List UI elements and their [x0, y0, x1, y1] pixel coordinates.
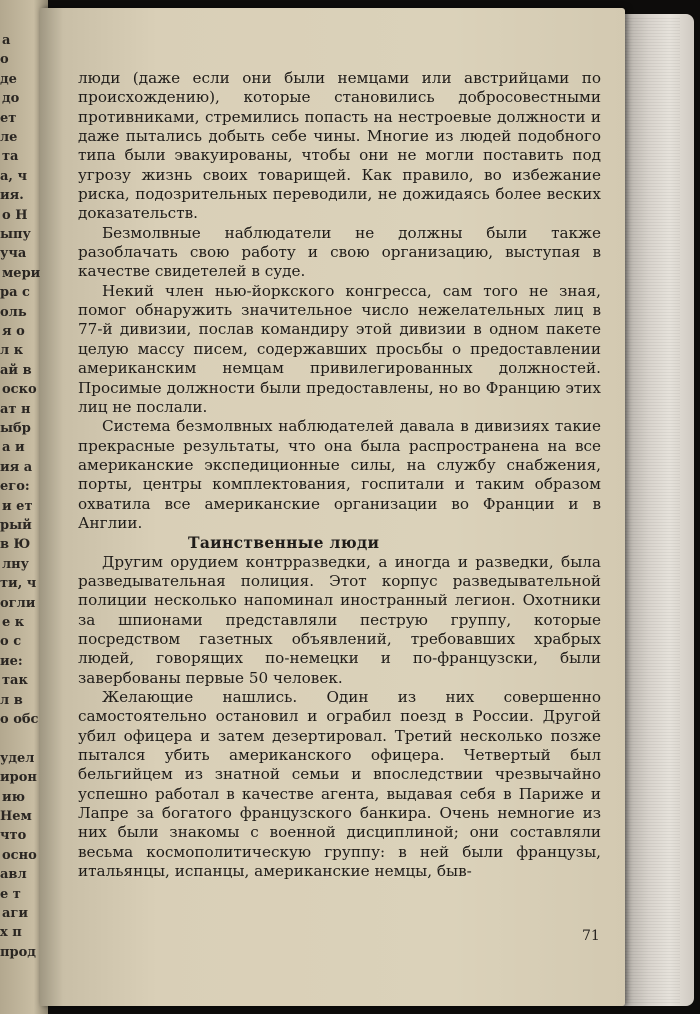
previous-page-fragment: ыпу — [0, 227, 31, 242]
previous-page-fragment: Нем — [0, 809, 32, 824]
previous-page-fragment: х п — [0, 925, 22, 941]
previous-page-fragment: оско — [2, 382, 37, 398]
previous-page-fragment: е т — [0, 886, 21, 902]
previous-page-fragment: ие: — [0, 653, 23, 669]
paragraph-4: Система безмолвных наблюдателей давала в дивизиях такие прекрасные результаты, что она была распространена на все американские экспедиционные силы, на службу снабжения, порты, центры комплектования, госпитали и таким образом охватила все американские организации во Франции и в Англии. — [78, 417, 601, 532]
previous-page-fragment: лну — [2, 556, 30, 572]
previous-page-fragment: а и — [2, 440, 25, 456]
previous-page-fragment: л к — [0, 343, 24, 359]
previous-page-fragment: о обс — [0, 712, 39, 727]
previous-page-fragment: л в — [0, 692, 23, 708]
book-page — [40, 8, 625, 1006]
previous-page-fragment: что — [0, 828, 27, 844]
previous-page-fragment: та — [2, 149, 19, 165]
previous-page-fragment: уча — [0, 246, 27, 262]
previous-page-fragment: авл — [0, 867, 27, 883]
page-number: 71 — [582, 928, 600, 944]
paragraph-1: люди (даже если они были немцами или австрийцами по происхождению), которые становились добросовестными противниками, стремились попасть на нестроевые должности и даже пытались добыть себе чины. Многие из людей подобного типа были эвакуированы, чтобы они не могли поставить под угрозу жизнь своих товарищей. Как правило, во избежание риска, подозрительных переводили, не дожидаясь более веских доказательств. — [78, 69, 601, 223]
previous-page-fragment: осно — [2, 847, 37, 863]
previous-page-fragment: так — [2, 673, 28, 689]
paragraph-3: Некий член нью-йоркского конгресса, сам того не зная, помог обнаружить значительное число нежелательных лиц в 77-й дивизии, послав командиру этой дивизии в одном пакете целую массу писем, содержавших просьбы о предоставлении американским немцам привилегированных должностей. Просимые должности были предоставлены, но во Францию этих лиц не послали. — [78, 281, 601, 416]
previous-page-fragment: ия а — [0, 459, 33, 475]
previous-page-fragment: оль — [0, 304, 27, 320]
previous-page-fragment: ыбр — [0, 421, 31, 436]
previous-page-fragment: ию — [2, 789, 25, 805]
section-heading: Таинственные люди — [188, 533, 380, 553]
paragraph-5: Другим орудием контрразведки, а иногда и разведки, была разведывательная полиция. Этот корпус разведывательной полиции несколько напоминал иностранный легион. Охотники за шпионами представляли пеструю группу, которые посредством газетных объявлений, требовавших храбрых людей, говорящих по-немецки и по-французски, были завербованы первые 50 человек. — [78, 552, 601, 687]
previous-page-fragment: огли — [0, 595, 36, 611]
previous-page-fragment: ра с — [0, 285, 30, 301]
previous-page-fragment: ирон — [0, 770, 37, 786]
previous-page-fragment: я о — [2, 324, 25, 339]
previous-page-fragment: о — [0, 52, 9, 68]
previous-page-fragment: е к — [2, 615, 25, 630]
previous-page-fragment: ия. — [0, 188, 24, 204]
previous-page-fragment: а — [2, 33, 11, 48]
previous-page-fragment: удел — [0, 750, 35, 766]
previous-page-fragment: ет — [0, 110, 17, 126]
previous-page-fragment: до — [2, 91, 20, 107]
previous-page-fragment: а, ч — [0, 168, 27, 184]
previous-page-fragment: и ет — [2, 498, 33, 514]
paragraph-6: Желающие нашлись. Один из них совершенно самостоятельно остановил и ограбил поезд в России. Другой убил офицера и затем дезертировал. Третий несколько позже пытался убить американского офицера. Четвертый был бельгийцем из знатной семьи и впоследствии чрезвычайно успешно работал в качестве агента, выдавая себя в Париже и Лапре за богатого французского банкира. Очень немногие из них были знакомы с военной дисциплиной; они составляли весьма космополитическую группу: в ней были французы, итальянцы, испанцы, американские немцы, быв- — [78, 688, 601, 881]
previous-page-fragment: о Н — [2, 207, 28, 223]
previous-page-fragment: его: — [0, 479, 30, 495]
previous-page-fragment: в Ю — [0, 537, 31, 553]
previous-page-fragment: о с — [0, 634, 22, 650]
previous-page-fragment: мери — [2, 265, 41, 281]
previous-page-fragment: ай в — [0, 362, 32, 378]
previous-page-fragment: аги — [2, 906, 29, 921]
previous-page-fragment: ти, ч — [0, 576, 37, 592]
previous-page-fragment: рый — [0, 518, 32, 533]
previous-page-fragment: де — [0, 71, 17, 87]
previous-page-fragment: ле — [0, 130, 18, 145]
page-text — [78, 69, 601, 881]
previous-page-fragment: ат н — [0, 401, 31, 417]
previous-page-fragment: прод — [0, 944, 36, 960]
paragraph-2: Безмолвные наблюдатели не должны были также разоблачать свою работу и свою организацию, выступая в качестве свидетелей в суде. — [78, 223, 601, 281]
